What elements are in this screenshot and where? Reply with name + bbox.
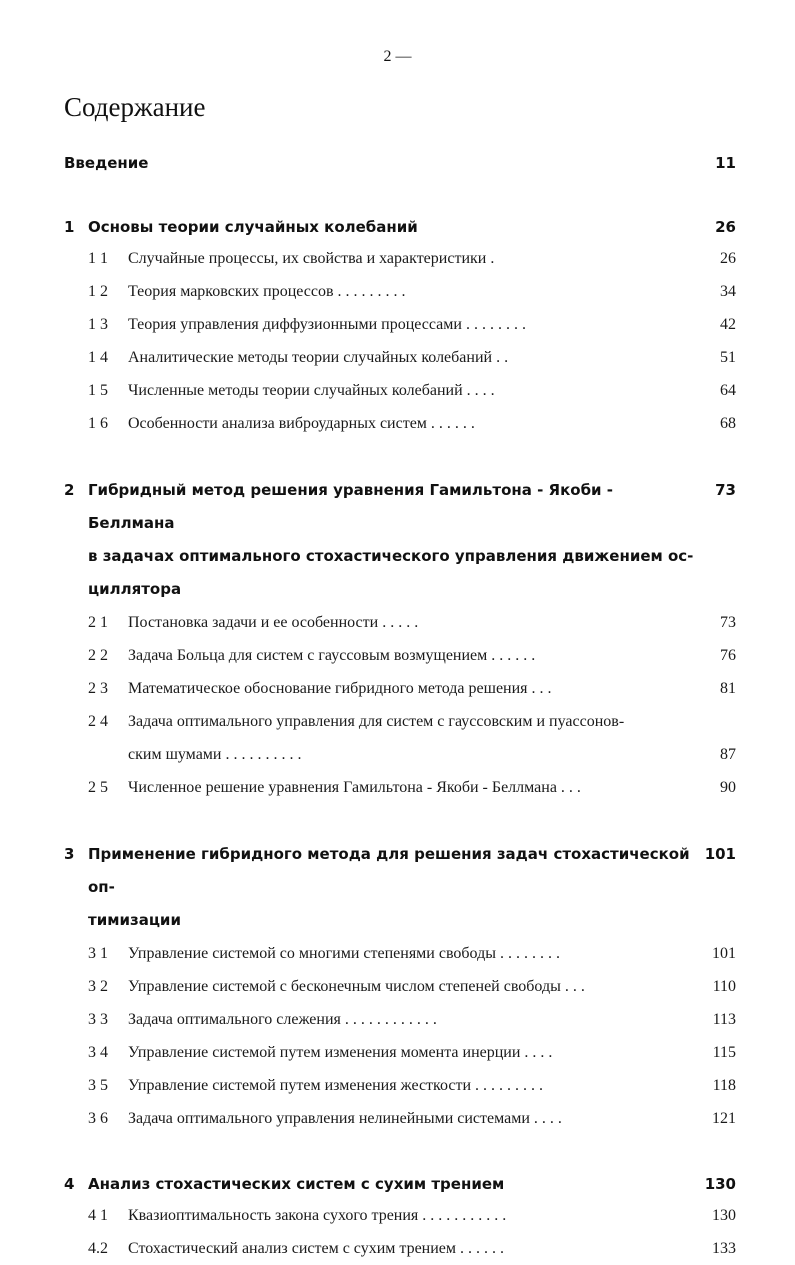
toc-chapter-page: 26	[715, 218, 736, 236]
toc-section-page: 73	[720, 614, 736, 631]
toc-chapter	[64, 212, 736, 242]
toc-section-page: 81	[720, 680, 736, 697]
toc-section-title-text: Численные методы теории случайных колебаний . . . .	[128, 382, 495, 399]
toc-section-title-text: Математическое обоснование гибридного метода решения . . .	[128, 680, 552, 697]
toc-section	[64, 275, 736, 308]
toc-chapter	[64, 1169, 736, 1199]
toc-section	[64, 407, 736, 440]
toc-chapter-title-line: Применение гибридного метода для решения задач стохастической оп-	[88, 845, 690, 896]
toc-section-number: 1 5	[88, 382, 108, 399]
toc-section-title-text: Постановка задачи и ее особенности . . . . .	[128, 614, 419, 631]
toc-intro-label: Введение	[64, 154, 149, 172]
toc-section	[64, 639, 736, 672]
toc-chapter	[64, 474, 736, 606]
toc-section-number: 3 5	[88, 1077, 108, 1094]
toc-section-title	[128, 1036, 696, 1069]
toc-section-title-text: Задача оптимального управления нелинейными системами . . . .	[128, 1110, 562, 1127]
toc-chapter-title-line: Анализ стохастических систем с сухим трением	[88, 1175, 505, 1193]
toc-section-number: 2 4	[88, 713, 108, 730]
page-number: 2 —	[383, 48, 412, 65]
toc-chapter-title	[88, 212, 696, 242]
toc-section-title	[128, 639, 696, 672]
toc-section-number: 2 5	[88, 779, 108, 796]
toc-section-title	[128, 937, 696, 970]
toc-chapter-title-line: тимизации	[88, 911, 181, 929]
toc-section-title	[128, 606, 696, 639]
toc-chapter-page: 130	[704, 1175, 736, 1193]
toc-section	[64, 771, 736, 804]
toc-section	[64, 1232, 736, 1265]
toc-section-title-text: Управление системой с бесконечным числом степеней свободы . . .	[128, 978, 585, 995]
toc-section-page: 130	[712, 1207, 736, 1224]
toc-section-title-text: Случайные процессы, их свойства и характеристики .	[128, 250, 495, 267]
toc-section-title-text: ским шумами . . . . . . . . . .	[128, 746, 302, 763]
toc-section-page: 118	[712, 1077, 736, 1094]
toc-section	[64, 606, 736, 639]
toc-section	[64, 1069, 736, 1102]
toc-section-page: 87	[720, 746, 736, 763]
toc-section	[64, 937, 736, 970]
toc-chapter-title-line: Основы теории случайных колебаний	[88, 218, 418, 236]
toc-section-title-text: Теория марковских процессов . . . . . . . . .	[128, 283, 406, 300]
toc-section-title	[128, 1232, 696, 1265]
toc-chapter-number: 2	[64, 481, 75, 499]
table-of-contents	[64, 148, 736, 1265]
toc-section-title	[128, 970, 696, 1003]
toc-chapter-title	[88, 838, 696, 937]
toc-chapter-title-line: Гибридный метод решения уравнения Гамильтона - Якоби - Беллмана	[88, 481, 614, 532]
toc-section	[64, 308, 736, 341]
toc-section-title	[128, 738, 696, 771]
toc-section-page: 110	[712, 978, 736, 995]
toc-section-number: 3 3	[88, 1011, 108, 1028]
toc-section-title	[128, 1069, 696, 1102]
toc-chapter-number: 4	[64, 1175, 75, 1193]
toc-section-number: 1 6	[88, 415, 108, 432]
toc-section-number: 3 6	[88, 1110, 108, 1127]
toc-section-title-text: Особенности анализа виброударных систем . . . . . .	[128, 415, 475, 432]
toc-section-title	[128, 672, 696, 705]
toc-section-title	[128, 771, 696, 804]
toc-section-number: 4.2	[88, 1240, 108, 1257]
toc-section-page: 121	[712, 1110, 736, 1127]
toc-section-number: 3 1	[88, 945, 108, 962]
toc-section-title-text: Теория управления диффузионными процессами . . . . . . . .	[128, 316, 526, 333]
toc-section	[64, 1003, 736, 1036]
toc-section-page: 101	[712, 945, 736, 962]
toc-chapter-number: 1	[64, 218, 75, 236]
toc-section-page: 64	[720, 382, 736, 399]
toc-section-number: 4 1	[88, 1207, 108, 1224]
toc-intro	[64, 148, 736, 178]
toc-intro-page: 11	[715, 154, 736, 172]
toc-section	[64, 374, 736, 407]
toc-section-page: 113	[712, 1011, 736, 1028]
toc-section-page: 90	[720, 779, 736, 796]
toc-section	[64, 1036, 736, 1069]
toc-section-title-text: Управление системой со многими степенями свободы . . . . . . . .	[128, 945, 560, 962]
toc-section-title-text: Управление системой путем изменения момента инерции . . . .	[128, 1044, 553, 1061]
toc-section-number: 1 1	[88, 250, 108, 267]
toc-section-title	[128, 705, 696, 738]
toc-section-title-text: Задача Больца для систем с гауссовым возмущением . . . . . .	[128, 647, 536, 664]
toc-section-title	[128, 308, 696, 341]
toc-section-title	[128, 242, 696, 275]
toc-section-title	[128, 1003, 696, 1036]
toc-section	[64, 341, 736, 374]
toc-section	[64, 672, 736, 705]
toc-section-page: 68	[720, 415, 736, 432]
toc-chapter-title	[88, 474, 696, 606]
toc-section-title-text: Аналитические методы теории случайных колебаний . .	[128, 349, 509, 366]
toc-chapter-title-line: циллятора	[88, 580, 182, 598]
toc-section-title-text: Управление системой путем изменения жесткости . . . . . . . . .	[128, 1077, 544, 1094]
toc-chapter-page: 73	[715, 481, 736, 499]
toc-section	[64, 970, 736, 1003]
toc-chapter-title-line: в задачах оптимального стохастического управления движением ос-	[88, 547, 694, 565]
toc-section-page: 34	[720, 283, 736, 300]
toc-section-number: 1 3	[88, 316, 108, 333]
toc-section	[64, 1102, 736, 1135]
toc-section	[64, 738, 736, 771]
toc-section-title	[128, 1102, 696, 1135]
toc-section	[64, 705, 736, 738]
toc-section-title	[128, 407, 696, 440]
toc-section-number: 1 4	[88, 349, 108, 366]
toc-section-number: 3 4	[88, 1044, 108, 1061]
toc-section-number: 1 2	[88, 283, 108, 300]
toc-chapter-number: 3	[64, 845, 75, 863]
toc-section-number: 3 2	[88, 978, 108, 995]
toc-section-title-text: Задача оптимального слежения . . . . . . . . . . . .	[128, 1011, 437, 1028]
toc-section-number: 2 2	[88, 647, 108, 664]
toc-section-page: 133	[712, 1240, 736, 1257]
toc-section-number: 2 3	[88, 680, 108, 697]
toc-section-page: 26	[720, 250, 736, 267]
toc-section-title	[128, 1199, 696, 1232]
toc-section-page: 51	[720, 349, 736, 366]
toc-section-page: 76	[720, 647, 736, 664]
toc-chapter-title	[88, 1169, 696, 1199]
toc-chapter	[64, 838, 736, 937]
toc-section-title	[128, 341, 696, 374]
toc-section	[64, 242, 736, 275]
toc-section-page: 115	[712, 1044, 736, 1061]
toc-title: Содержание	[64, 92, 206, 122]
toc-section-title-text: Квазиоптимальность закона сухого трения . . . . . . . . . . .	[128, 1207, 507, 1224]
toc-chapter-page: 101	[704, 845, 736, 863]
toc-section-title-text: Задача оптимального управления для систем с гауссовским и пуассонов-	[128, 713, 625, 730]
toc-section-title-text: Численное решение уравнения Гамильтона - Якоби - Беллмана . . .	[128, 779, 581, 796]
toc-section	[64, 1199, 736, 1232]
toc-section-number: 2 1	[88, 614, 108, 631]
toc-section-page: 42	[720, 316, 736, 333]
toc-section-title	[128, 374, 696, 407]
toc-section-title	[128, 275, 696, 308]
toc-section-title-text: Стохастический анализ систем с сухим трением . . . . . .	[128, 1240, 505, 1257]
